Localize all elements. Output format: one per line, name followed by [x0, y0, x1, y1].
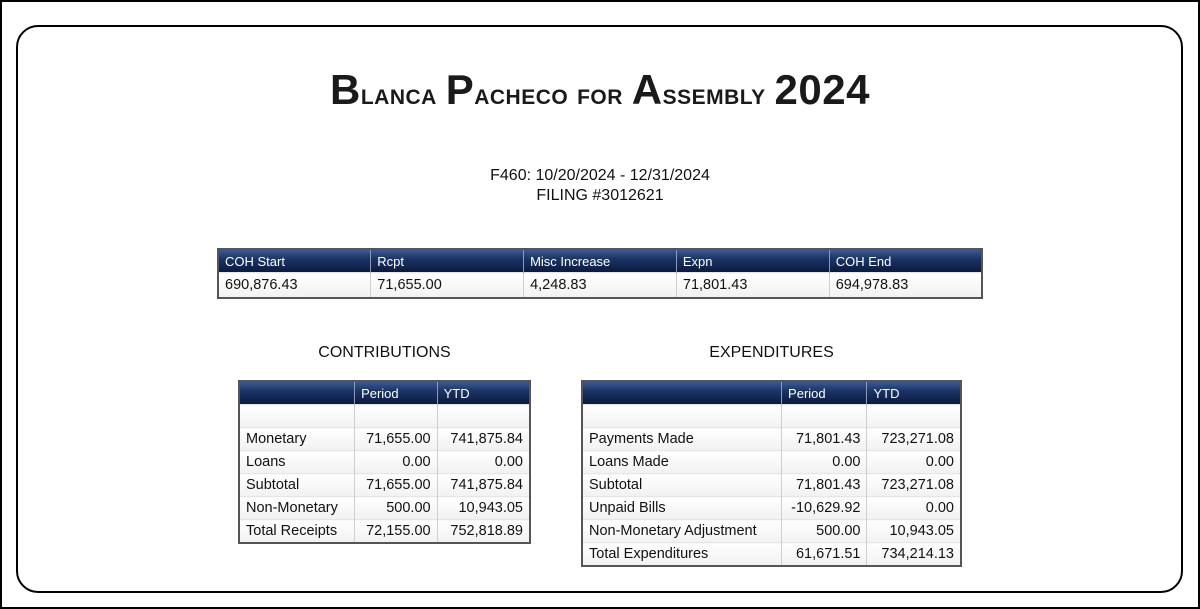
- table-row: [582, 520, 961, 543]
- col-period: Period: [355, 381, 438, 405]
- col-coh-start: COH Start: [218, 249, 371, 273]
- filing-number: FILING #3012621: [536, 187, 664, 204]
- coh-start-value: 690,876.43: [218, 273, 371, 299]
- table-row: [582, 543, 961, 567]
- page-title: Blanca Pacheco for Assembly 2024: [330, 66, 870, 113]
- row-label: Subtotal: [239, 474, 355, 497]
- table-row: [582, 497, 961, 520]
- contributions-header-row: [239, 381, 530, 405]
- expn-value: 71,801.43: [676, 273, 829, 299]
- table-row: [582, 474, 961, 497]
- row-label: Payments Made: [582, 428, 782, 451]
- col-ytd: YTD: [867, 381, 961, 405]
- row-ytd: 10,943.05: [437, 497, 530, 520]
- row-period: 71,655.00: [355, 474, 438, 497]
- row-period: 72,155.00: [355, 520, 438, 544]
- row-ytd: 0.00: [867, 451, 961, 474]
- row-label: Monetary: [239, 428, 355, 451]
- table-row: [239, 497, 530, 520]
- col-label: [582, 381, 782, 405]
- col-period: Period: [782, 381, 867, 405]
- row-period: 0.00: [355, 451, 438, 474]
- col-expn: Expn: [676, 249, 829, 273]
- col-coh-end: COH End: [829, 249, 982, 273]
- row-period: 500.00: [782, 520, 867, 543]
- row-label: Subtotal: [582, 474, 782, 497]
- coh-end-value: 694,978.83: [829, 273, 982, 299]
- row-ytd: 723,271.08: [867, 474, 961, 497]
- row-ytd: 741,875.84: [437, 474, 530, 497]
- spacer-row: [239, 405, 530, 428]
- rcpt-value: 71,655.00: [371, 273, 524, 299]
- row-label: Loans: [239, 451, 355, 474]
- filing-period: F460: 10/20/2024 - 12/31/2024: [490, 167, 710, 184]
- row-period: 71,655.00: [355, 428, 438, 451]
- table-row: [239, 451, 530, 474]
- row-period: 71,801.43: [782, 474, 867, 497]
- row-ytd: 752,818.89: [437, 520, 530, 544]
- row-label: Total Expenditures: [582, 543, 782, 567]
- spacer-row: [582, 405, 961, 428]
- contributions-table: [238, 380, 531, 544]
- col-misc-increase: Misc Increase: [524, 249, 677, 273]
- row-ytd: 741,875.84: [437, 428, 530, 451]
- row-ytd: 10,943.05: [867, 520, 961, 543]
- col-ytd: YTD: [437, 381, 530, 405]
- row-label: Non-Monetary: [239, 497, 355, 520]
- row-label: Non-Monetary Adjustment: [582, 520, 782, 543]
- row-ytd: 734,214.13: [867, 543, 961, 567]
- filing-info: [0, 166, 1200, 206]
- col-rcpt: Rcpt: [371, 249, 524, 273]
- row-period: 0.00: [782, 451, 867, 474]
- row-period: 61,671.51: [782, 543, 867, 567]
- row-period: 500.00: [355, 497, 438, 520]
- table-row: [582, 428, 961, 451]
- row-label: Loans Made: [582, 451, 782, 474]
- expenditures-table: [581, 380, 962, 567]
- cash-on-hand-table: [217, 248, 983, 299]
- col-label: [239, 381, 355, 405]
- table-row: [239, 428, 530, 451]
- row-ytd: 723,271.08: [867, 428, 961, 451]
- misc-increase-value: 4,248.83: [524, 273, 677, 299]
- contributions-heading: CONTRIBUTIONS: [318, 344, 451, 361]
- row-period: -10,629.92: [782, 497, 867, 520]
- row-label: Unpaid Bills: [582, 497, 782, 520]
- expenditures-heading: EXPENDITURES: [709, 344, 834, 361]
- expenditures-header-row: [582, 381, 961, 405]
- table-row: [218, 273, 982, 299]
- row-ytd: 0.00: [437, 451, 530, 474]
- row-ytd: 0.00: [867, 497, 961, 520]
- row-period: 71,801.43: [782, 428, 867, 451]
- table-row: [582, 451, 961, 474]
- cash-header-row: [218, 249, 982, 273]
- table-row: [239, 474, 530, 497]
- row-label: Total Receipts: [239, 520, 355, 544]
- table-row: [239, 520, 530, 544]
